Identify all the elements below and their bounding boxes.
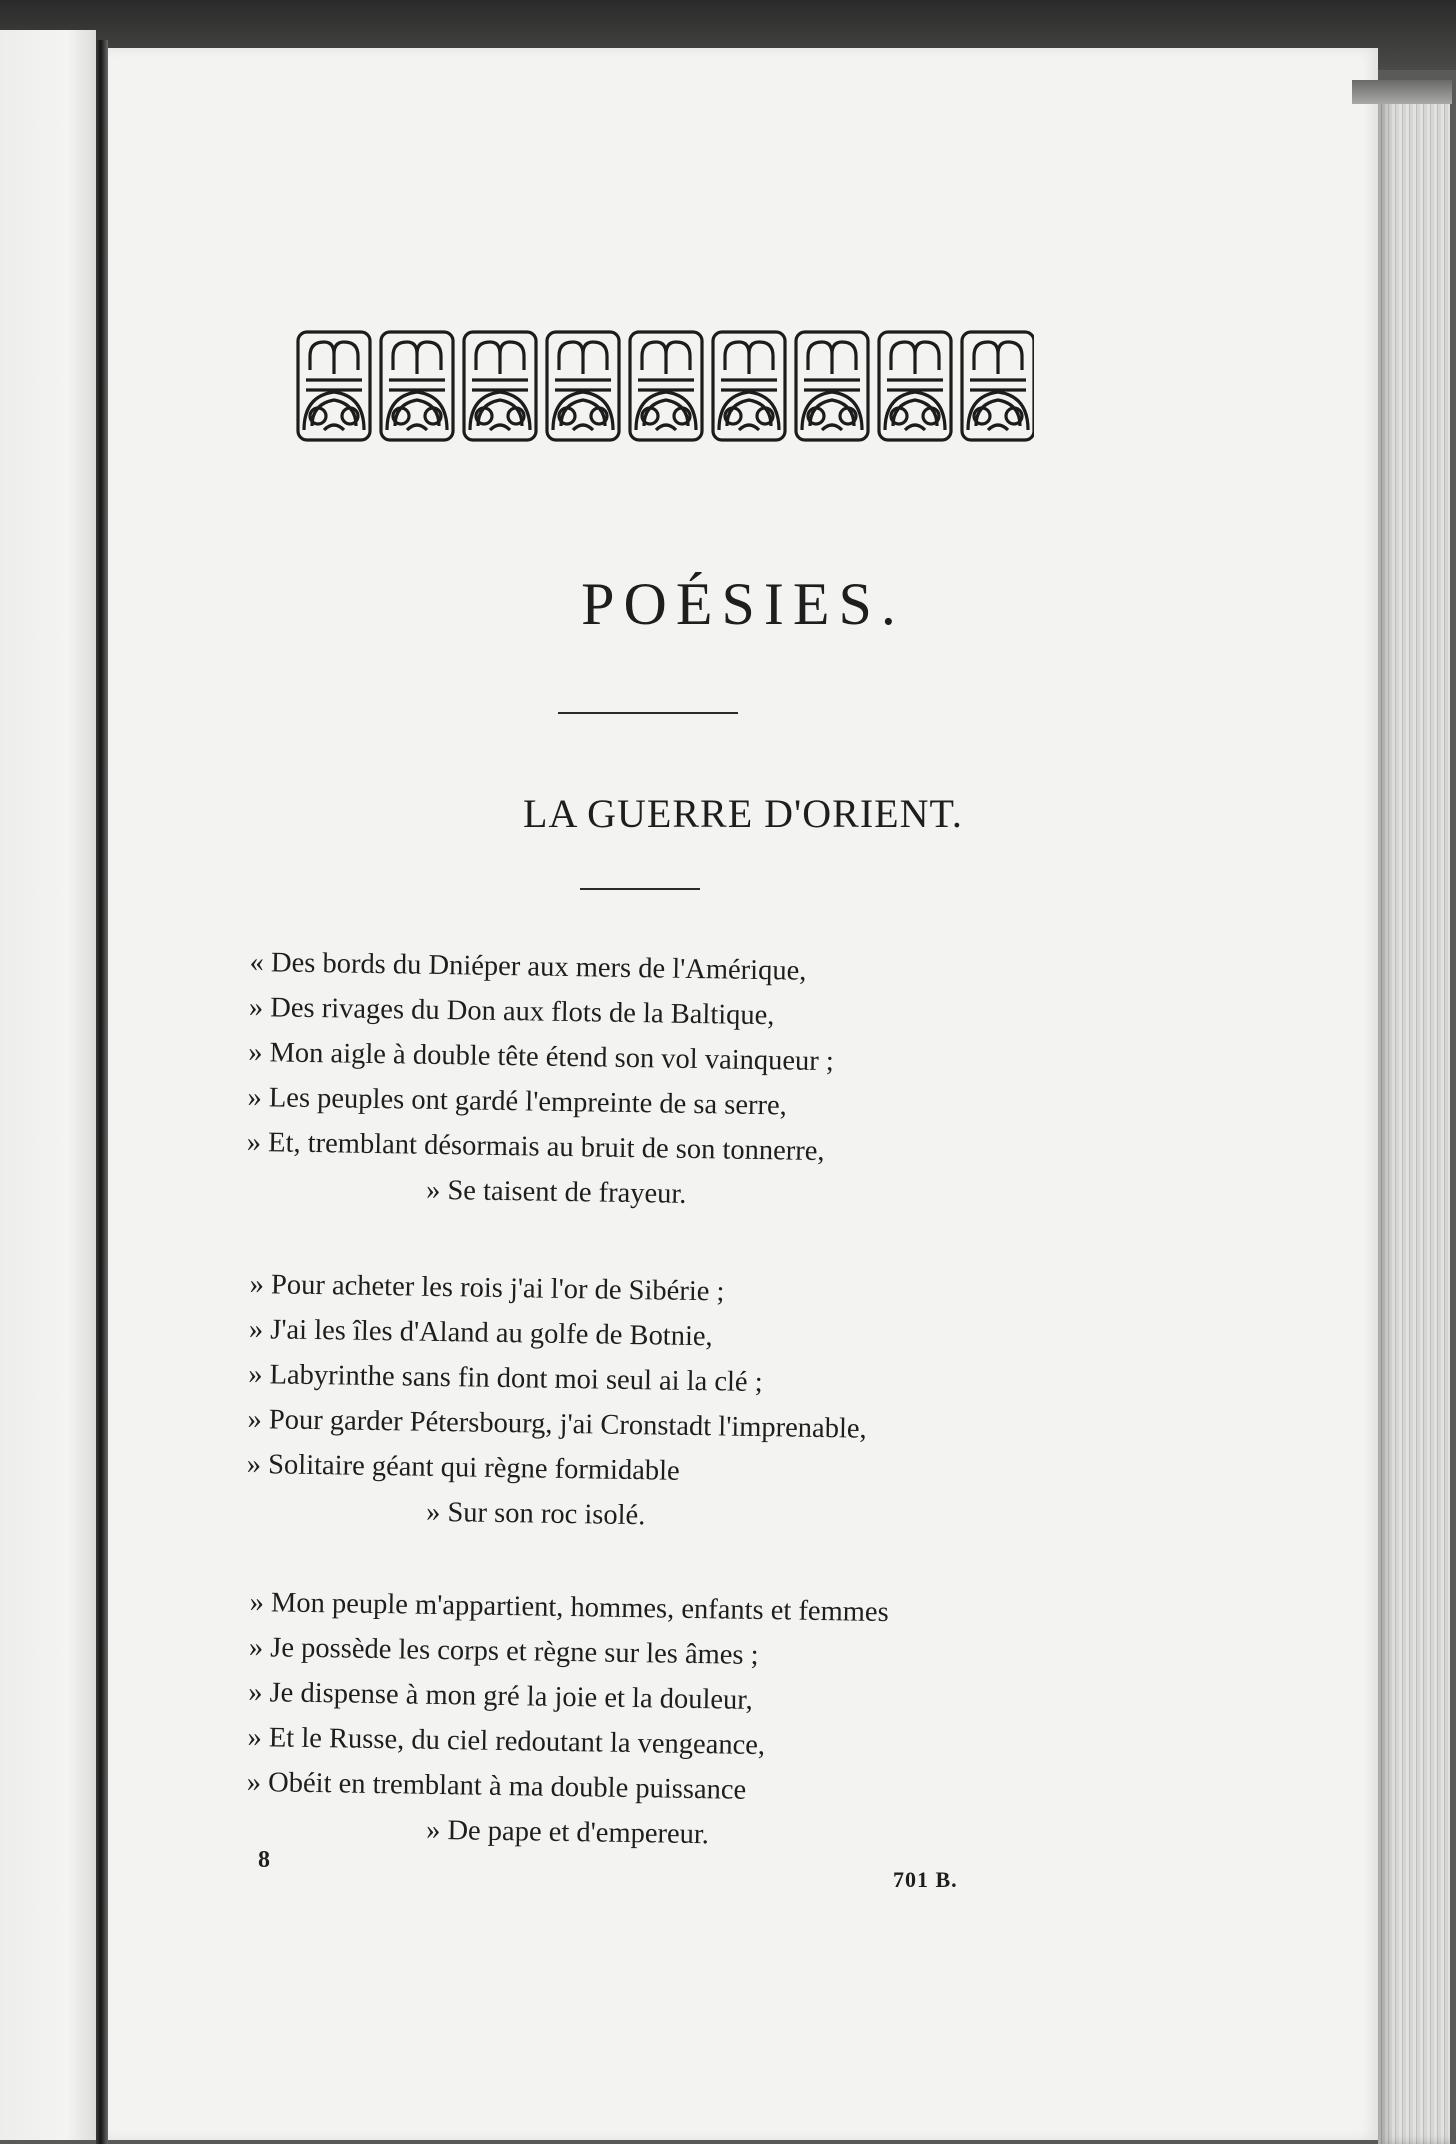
verse-line: « Des bords du Dniéper aux mers de l'Amérique, (249, 946, 807, 987)
page-edges (1378, 80, 1450, 2144)
poem-title: LA GUERRE D'ORIENT. (523, 791, 963, 836)
verse-line: » Pour acheter les rois j'ai l'or de Sibérie ; (249, 1268, 725, 1308)
printer-signature-mark: 701 B. (893, 1867, 958, 1892)
verse-line: » Je possède les corps et règne sur les âmes ; (248, 1631, 759, 1671)
verse-line: » Des rivages du Don aux flots de la Baltique, (248, 991, 775, 1032)
verse-line: » Labyrinthe sans fin dont moi seul ai la clé ; (247, 1358, 763, 1399)
verse-line: » Et, tremblant désormais au bruit de son tonnerre, (246, 1126, 825, 1168)
stanza-3 (246, 1580, 1010, 1862)
verse-line: » Solitaire géant qui règne formidable (246, 1448, 680, 1487)
page-title: POÉSIES. (581, 571, 905, 637)
title-rule (558, 712, 738, 714)
page-number: 8 (258, 1847, 270, 1873)
verse-line: » Mon aigle à double tête étend son vol vainqueur ; (247, 1036, 835, 1078)
verse-line: » Les peuples ont gardé l'empreinte de sa serre, (247, 1081, 788, 1122)
stanza-2 (246, 1262, 1010, 1544)
book-gutter (96, 40, 108, 2144)
facing-page-edge (0, 30, 96, 2140)
verse-line-refrain: » Sur son roc isolé. (425, 1496, 646, 1532)
decorative-header-ornament (294, 326, 1034, 448)
verse-line: » Mon peuple m'appartient, hommes, enfants et femmes (249, 1586, 889, 1629)
page-edges-top (1352, 80, 1452, 104)
verse-line: » Je dispense à mon gré la joie et la douleur, (247, 1676, 754, 1716)
stanza-1 (246, 940, 1010, 1222)
ornament-border-svg (294, 326, 1034, 448)
verse-line: » Obéit en tremblant à ma double puissance (246, 1766, 747, 1806)
verse-line: » J'ai les îles d'Aland au golfe de Botnie, (248, 1313, 713, 1353)
verse-line-refrain: » De pape et d'empereur. (425, 1814, 710, 1851)
verse-line: » Pour garder Pétersbourg, j'ai Cronstadt l'imprenable, (247, 1403, 867, 1445)
verse-line: » Et le Russe, du ciel redoutant la vengeance, (247, 1721, 766, 1762)
subtitle-rule (580, 888, 700, 890)
verse-line-refrain: » Se taisent de frayeur. (425, 1174, 687, 1210)
